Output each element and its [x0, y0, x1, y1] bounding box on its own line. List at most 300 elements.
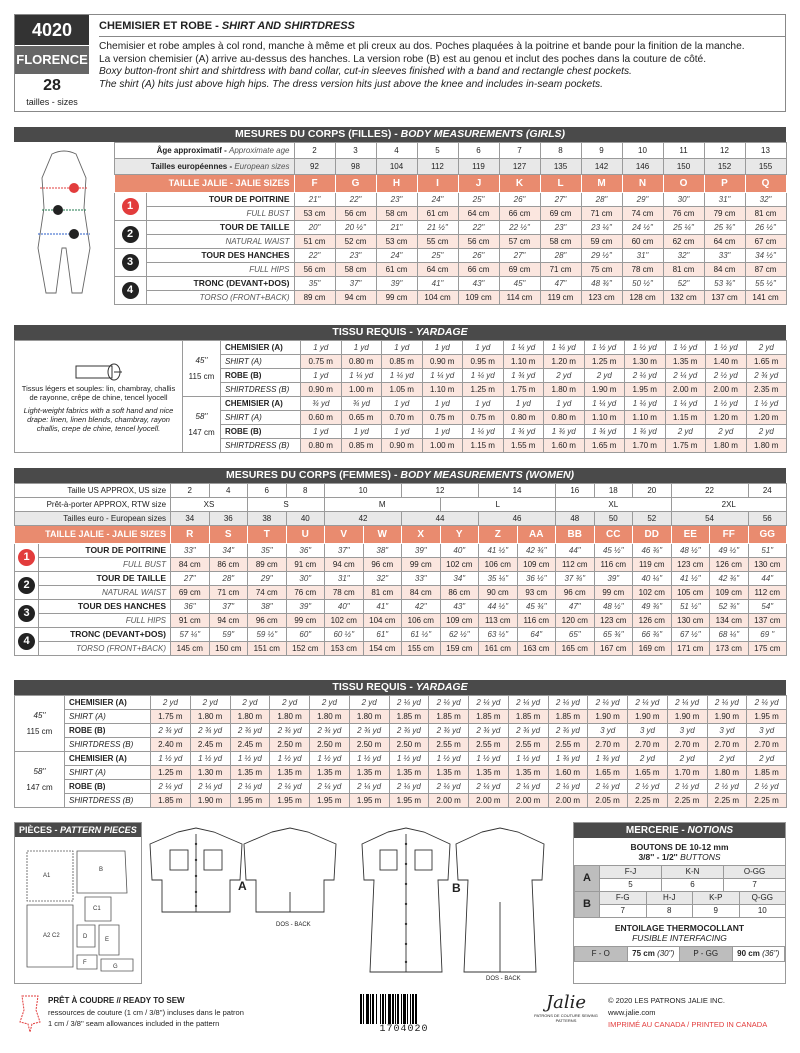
- measure-label-en: FULL HIPS: [39, 614, 171, 628]
- cm-cell: 96 cm: [556, 586, 595, 600]
- meter-cell: 2.25 m: [707, 794, 747, 808]
- us-size: 10: [325, 484, 402, 498]
- meter-cell: 0.95 m: [463, 355, 504, 369]
- meter-cell: 1.90 m: [628, 710, 668, 724]
- cm-cell: 161 cm: [479, 642, 518, 656]
- yard-cell: 2 ¼ yd: [548, 696, 588, 710]
- inch-cell: 64": [517, 628, 556, 642]
- inch-cell: 41 ½": [671, 572, 710, 586]
- title-en: SHIRT AND SHIRTDRESS: [221, 20, 355, 32]
- inch-cell: 43": [440, 600, 479, 614]
- meter-cell: 1.90 m: [707, 710, 747, 724]
- yard-cell: 2 ½ yd: [706, 369, 747, 383]
- meter-cell: 2.70 m: [707, 738, 747, 752]
- inch-cell: 24": [417, 193, 458, 207]
- meter-cell: 2.00 m: [706, 383, 747, 397]
- euro-cell: 46: [479, 512, 556, 526]
- inch-cell: 32": [663, 249, 704, 263]
- cm-cell: 59 cm: [581, 235, 622, 249]
- meter-cell: 2.50 m: [270, 738, 310, 752]
- cm-cell: 171 cm: [671, 642, 710, 656]
- cm-cell: 126 cm: [633, 614, 672, 628]
- inch-cell: 28": [209, 572, 248, 586]
- euro-cell: 36: [209, 512, 248, 526]
- yard-label: ROBE (B): [221, 369, 301, 383]
- meter-cell: 1.70 m: [667, 766, 707, 780]
- euro-cell: 38: [248, 512, 287, 526]
- euro-cell: 150: [663, 159, 704, 175]
- women-yardage: [14, 680, 786, 808]
- inch-cell: 30": [286, 572, 325, 586]
- inch-cell: 37": [209, 600, 248, 614]
- girls-yardage-table: [14, 340, 787, 453]
- website-link[interactable]: www.jalie.com: [608, 1008, 656, 1017]
- age-cell: 3: [335, 143, 376, 159]
- meter-cell: 1.40 m: [706, 355, 747, 369]
- yard-cell: 1 ¼ yd: [463, 369, 504, 383]
- inch-cell: 33": [704, 249, 745, 263]
- rtw-size: S: [248, 498, 325, 512]
- meter-cell: 0.70 m: [382, 411, 423, 425]
- euro-label: Tailles euro - European sizes: [15, 512, 171, 526]
- cm-cell: 87 cm: [745, 263, 786, 277]
- cm-cell: 94 cm: [335, 291, 376, 305]
- meter-cell: 1.80 m: [706, 439, 747, 453]
- inch-cell: 22": [335, 193, 376, 207]
- jalie-size: K: [499, 175, 540, 193]
- yard-cell: 2 yd: [310, 696, 350, 710]
- yard-cell: 2 yd: [349, 696, 389, 710]
- age-cell: 7: [499, 143, 540, 159]
- cm-cell: 109 cm: [710, 586, 749, 600]
- cm-cell: 71 cm: [581, 207, 622, 221]
- inch-cell: 65 ¾": [594, 628, 633, 642]
- cm-cell: 91 cm: [171, 614, 210, 628]
- cm-cell: 62 cm: [663, 235, 704, 249]
- meter-cell: 1.10 m: [584, 411, 625, 425]
- yard-cell: 1 ¼ yd: [503, 341, 544, 355]
- yard-cell: 1 ½ yd: [151, 752, 191, 766]
- euro-cell: 44: [402, 512, 479, 526]
- measure-label: TOUR DE POITRINE: [146, 193, 294, 207]
- yard-cell: 1 yd: [503, 397, 544, 411]
- cm-cell: 99 cm: [286, 614, 325, 628]
- yard-cell: 1 ½ yd: [746, 397, 787, 411]
- fabric-fr: Tissus légers et souples: lin, chambray, challis de rayonne, crêpe de chine, tencel lyocell: [21, 384, 176, 402]
- inch-cell: 55 ½": [745, 277, 786, 291]
- women-table: [14, 483, 787, 656]
- inch-cell: 44 ½": [479, 600, 518, 614]
- euro-cell: 152: [704, 159, 745, 175]
- fabric-info: [15, 341, 183, 453]
- euro-cell: 146: [622, 159, 663, 175]
- inch-cell: 35": [294, 277, 335, 291]
- inch-cell: 39": [402, 544, 441, 558]
- yard-cell: 2 ¾ yd: [310, 724, 350, 738]
- meter-cell: 1.30 m: [625, 355, 666, 369]
- measure-label: TOUR DE TAILLE: [146, 221, 294, 235]
- interf-size: F - O: [575, 947, 628, 962]
- inch-cell: 39": [286, 600, 325, 614]
- meter-cell: 1.10 m: [625, 411, 666, 425]
- cm-cell: 105 cm: [671, 586, 710, 600]
- inch-cell: 61 ½": [402, 628, 441, 642]
- yard-cell: 1 ¾ yd: [544, 425, 585, 439]
- inch-cell: 62 ½": [440, 628, 479, 642]
- cm-cell: 67 cm: [745, 235, 786, 249]
- inch-cell: 65": [556, 628, 595, 642]
- inch-cell: 37": [325, 544, 364, 558]
- cm-cell: 96 cm: [248, 614, 287, 628]
- inch-cell: 31": [325, 572, 364, 586]
- meter-cell: 0.90 m: [422, 355, 463, 369]
- jalie-size: DD: [633, 526, 672, 544]
- inch-cell: 34": [440, 572, 479, 586]
- inch-cell: 40 ¼": [633, 572, 672, 586]
- women-measurements: [14, 468, 786, 656]
- cm-cell: 167 cm: [594, 642, 633, 656]
- measure-label: TRONC (DEVANT+DOS): [146, 277, 294, 291]
- yard-cell: 2 yd: [628, 752, 668, 766]
- inch-cell: 32": [363, 572, 402, 586]
- inch-cell: 20": [294, 221, 335, 235]
- meter-cell: 2.35 m: [746, 383, 787, 397]
- pattern-code: 4020: [15, 15, 89, 45]
- inch-cell: 63 ½": [479, 628, 518, 642]
- yard-cell: 2 ¾ yd: [508, 724, 548, 738]
- meter-cell: 2.50 m: [389, 738, 429, 752]
- jalie-size: N: [622, 175, 663, 193]
- meter-cell: 2.45 m: [230, 738, 270, 752]
- meter-cell: 0.80 m: [503, 411, 544, 425]
- yard-cell: 2 yd: [151, 696, 191, 710]
- inch-cell: 33": [402, 572, 441, 586]
- desc-fr-2: La version chemisier (A) arrive au-dessus des hanches. La version robe (B) est au genou et inclut des poches dans la couture de côté.: [99, 53, 707, 65]
- girls-figure: [14, 143, 114, 305]
- yard-cell: 1 yd: [341, 425, 382, 439]
- yard-cell: 1 ½ yd: [706, 341, 747, 355]
- yard-cell: 2 ¼ yd: [389, 780, 429, 794]
- age-cell: 8: [540, 143, 581, 159]
- euro-cell: 48: [556, 512, 595, 526]
- cm-cell: 75 cm: [581, 263, 622, 277]
- yard-cell: 1 ½ yd: [469, 752, 509, 766]
- cm-cell: 89 cm: [248, 558, 287, 572]
- us-size: 22: [671, 484, 748, 498]
- age-cell: 10: [622, 143, 663, 159]
- meter-cell: 1.20 m: [706, 411, 747, 425]
- inch-cell: 41 ½": [479, 544, 518, 558]
- meter-cell: 1.00 m: [422, 439, 463, 453]
- meter-cell: 0.80 m: [341, 355, 382, 369]
- cm-cell: 126 cm: [710, 558, 749, 572]
- euro-cell: 56: [748, 512, 787, 526]
- girls-section-title: MESURES DU CORPS (FILLES) - BODY MEASUREMENTS (GIRLS): [14, 127, 786, 142]
- meter-cell: 1.25 m: [463, 383, 504, 397]
- age-cell: 4: [376, 143, 417, 159]
- inch-cell: 52 ¾": [710, 600, 749, 614]
- yard-cell: 2 ¼ yd: [151, 780, 191, 794]
- age-cell: 9: [581, 143, 622, 159]
- cm-cell: 81 cm: [363, 586, 402, 600]
- cm-cell: 86 cm: [440, 586, 479, 600]
- euro-cell: 52: [633, 512, 672, 526]
- meter-cell: 0.75 m: [422, 411, 463, 425]
- cm-cell: 94 cm: [325, 558, 364, 572]
- inch-cell: 39": [376, 277, 417, 291]
- meter-cell: 0.85 m: [341, 439, 382, 453]
- footer: [14, 992, 786, 1042]
- meter-cell: 2.25 m: [667, 794, 707, 808]
- cm-cell: 64 cm: [417, 263, 458, 277]
- meter-cell: 1.80 m: [230, 710, 270, 724]
- cm-cell: 94 cm: [209, 614, 248, 628]
- euro-cell: 142: [581, 159, 622, 175]
- yard-cell: 1 yd: [463, 397, 504, 411]
- jalie-size: S: [209, 526, 248, 544]
- yard-cell: 2 ¼ yd: [469, 780, 509, 794]
- garment-drawings: [144, 822, 564, 984]
- meter-cell: 2.70 m: [588, 738, 628, 752]
- pattern-pieces-layout: [15, 837, 141, 983]
- inch-cell: 52": [663, 277, 704, 291]
- meter-cell: 2.00 m: [508, 794, 548, 808]
- jalie-size: V: [325, 526, 364, 544]
- yard-cell: 1 ½ yd: [508, 752, 548, 766]
- yard-cell: 1 ¾ yd: [503, 425, 544, 439]
- meter-cell: 2.70 m: [747, 738, 787, 752]
- meter-cell: 1.65 m: [628, 766, 668, 780]
- piece-label: F: [83, 960, 87, 966]
- cm-cell: 57 cm: [499, 235, 540, 249]
- inch-cell: 51 ½": [671, 600, 710, 614]
- cm-cell: 106 cm: [402, 614, 441, 628]
- yard-cell: 2 ¾ yd: [389, 724, 429, 738]
- sizes-count: 28: [43, 77, 61, 94]
- yard-cell: 1 ½ yd: [230, 752, 270, 766]
- yard-cell: 3 yd: [747, 724, 787, 738]
- measure-badge: 1: [18, 549, 35, 566]
- yard-cell: 2 ¾ yd: [230, 724, 270, 738]
- interfacing-label: ENTOILAGE THERMOCOLLANT: [614, 923, 745, 933]
- copyright: © 2020 LES PATRONS JALIE INC.: [608, 996, 725, 1005]
- girls-yardage-title: TISSU REQUIS - YARDAGE: [14, 325, 786, 340]
- jalie-size: Z: [479, 526, 518, 544]
- yard-label-en: SHIRT (A): [65, 710, 151, 724]
- yard-cell: 2 yd: [584, 369, 625, 383]
- yard-cell: 1 ¼ yd: [584, 397, 625, 411]
- measure-number: [15, 544, 39, 572]
- cm-cell: 53 cm: [376, 235, 417, 249]
- meter-cell: 1.80 m: [349, 710, 389, 724]
- printed-in-canada: IMPRIMÉ AU CANADA / PRINTED IN CANADA: [608, 1020, 768, 1029]
- measure-badge: 1: [122, 198, 139, 215]
- yard-cell: 2 ¼ yd: [508, 696, 548, 710]
- inch-cell: 23": [376, 193, 417, 207]
- meter-cell: 2.25 m: [628, 794, 668, 808]
- cm-cell: 84 cm: [704, 263, 745, 277]
- desc-en-1: Boxy button-front shirt and shirtdress with band collar, cut-in sleeves finished with a band and rectangle chest pockets.: [99, 66, 632, 77]
- cm-cell: 123 cm: [671, 558, 710, 572]
- yard-cell: 1 yd: [463, 341, 504, 355]
- inch-cell: 27": [540, 193, 581, 207]
- inch-cell: 26": [499, 193, 540, 207]
- cm-cell: 104 cm: [363, 614, 402, 628]
- meter-cell: 1.90 m: [190, 794, 230, 808]
- women-section-title: MESURES DU CORPS (FEMMES) - BODY MEASUREMENTS (WOMEN): [14, 468, 786, 483]
- yard-cell: 1 ½ yd: [429, 752, 469, 766]
- meter-cell: 1.60 m: [544, 439, 585, 453]
- inch-cell: 60 ½": [325, 628, 364, 642]
- inch-cell: 39": [594, 572, 633, 586]
- inch-cell: 41": [417, 277, 458, 291]
- inch-cell: 48 ½": [671, 544, 710, 558]
- meter-cell: 1.35 m: [429, 766, 469, 780]
- cm-cell: 64 cm: [458, 207, 499, 221]
- meter-cell: 1.15 m: [463, 439, 504, 453]
- meter-cell: 2.00 m: [429, 794, 469, 808]
- cm-cell: 99 cm: [376, 291, 417, 305]
- cm-cell: 163 cm: [517, 642, 556, 656]
- yard-cell: 2 ¼ yd: [230, 780, 270, 794]
- yard-label-en: SHIRT (A): [221, 355, 301, 369]
- inch-cell: 51": [748, 544, 787, 558]
- fabric-width: 58'' 147 cm: [183, 397, 221, 453]
- cm-cell: 102 cm: [440, 558, 479, 572]
- meter-cell: 2.05 m: [588, 794, 628, 808]
- cm-cell: 152 cm: [286, 642, 325, 656]
- euro-cell: 104: [376, 159, 417, 175]
- measure-label-en: FULL BUST: [146, 207, 294, 221]
- inch-cell: 34 ½": [745, 249, 786, 263]
- back-label: DOS - BACK: [486, 976, 521, 982]
- yard-cell: 1 yd: [341, 341, 382, 355]
- inch-cell: 32": [745, 193, 786, 207]
- cm-cell: 169 cm: [633, 642, 672, 656]
- inch-cell: 48 ½": [594, 600, 633, 614]
- yard-cell: 2 yd: [190, 696, 230, 710]
- cm-cell: 76 cm: [286, 586, 325, 600]
- yard-cell: 1 yd: [382, 425, 423, 439]
- desc-fr-1: Chemisier et robe amples à col rond, manche à même et pli creux au dos. Poches plaquées à la poitrine et bande pour la finition de la manche.: [99, 41, 745, 52]
- cm-cell: 155 cm: [402, 642, 441, 656]
- meter-cell: 1.90 m: [584, 383, 625, 397]
- meter-cell: 1.85 m: [548, 710, 588, 724]
- yard-cell: 1 yd: [422, 425, 463, 439]
- buttons-label: BOUTONS DE 10-12 mm: [630, 842, 729, 852]
- buttons-table: [574, 865, 786, 918]
- inch-cell: 54": [748, 600, 787, 614]
- description: [99, 41, 785, 91]
- cm-cell: 113 cm: [479, 614, 518, 628]
- girls-yardage: [14, 325, 786, 453]
- inch-cell: 35": [248, 544, 287, 558]
- yard-cell: ¾ yd: [341, 397, 382, 411]
- measure-label: TOUR DES HANCHES: [146, 249, 294, 263]
- view-b-label: B: [452, 881, 461, 895]
- yard-cell: 1 yd: [301, 425, 342, 439]
- cm-cell: 61 cm: [376, 263, 417, 277]
- meter-cell: 1.85 m: [469, 710, 509, 724]
- meter-cell: 1.65 m: [588, 766, 628, 780]
- measure-label: TOUR DES HANCHES: [39, 600, 171, 614]
- jalie-size: CC: [594, 526, 633, 544]
- euro-cell: 42: [325, 512, 402, 526]
- yard-cell: 2 ¼ yd: [429, 696, 469, 710]
- cm-cell: 134 cm: [710, 614, 749, 628]
- meter-cell: 2.70 m: [628, 738, 668, 752]
- meter-cell: 1.20 m: [544, 355, 585, 369]
- yard-cell: 2 ¼ yd: [270, 780, 310, 794]
- inch-cell: 28": [540, 249, 581, 263]
- us-size: 8: [286, 484, 325, 498]
- title-fr: CHEMISIER ET ROBE -: [99, 20, 222, 32]
- fabric-width: 45'' 115 cm: [183, 341, 221, 397]
- yard-cell: 1 yd: [301, 369, 342, 383]
- cm-cell: 91 cm: [286, 558, 325, 572]
- inch-cell: 21": [294, 193, 335, 207]
- meter-cell: 1.35 m: [230, 766, 270, 780]
- cm-cell: 145 cm: [171, 642, 210, 656]
- cm-cell: 137 cm: [704, 291, 745, 305]
- button-count: 7: [724, 879, 786, 892]
- jalie-size: AA: [517, 526, 556, 544]
- meter-cell: 1.05 m: [382, 383, 423, 397]
- cm-cell: 109 cm: [517, 558, 556, 572]
- measure-number: [114, 193, 146, 221]
- garment-views: [144, 822, 564, 984]
- meter-cell: 1.80 m: [190, 710, 230, 724]
- inch-cell: 40": [325, 600, 364, 614]
- cm-cell: 173 cm: [710, 642, 749, 656]
- jalie-size: I: [417, 175, 458, 193]
- cm-cell: 69 cm: [499, 263, 540, 277]
- seam-allowance-fr: ressources de couture (1 cm / 3/8'') incluses dans le patron: [48, 1008, 244, 1017]
- back-label: DOS - BACK: [276, 922, 311, 928]
- cm-cell: 76 cm: [663, 207, 704, 221]
- meter-cell: 2.50 m: [310, 738, 350, 752]
- yard-cell: 2 ¼ yd: [429, 780, 469, 794]
- cm-cell: 119 cm: [540, 291, 581, 305]
- yard-cell: 2 ½ yd: [707, 780, 747, 794]
- meter-cell: 1.35 m: [270, 766, 310, 780]
- meter-cell: 1.95 m: [389, 794, 429, 808]
- piece-label: A2 C2: [43, 933, 60, 939]
- measure-label: TOUR DE POITRINE: [39, 544, 171, 558]
- cm-cell: 64 cm: [704, 235, 745, 249]
- yard-cell: 3 yd: [667, 724, 707, 738]
- interf-value: 90 cm (36''): [732, 947, 785, 962]
- measure-label: TOUR DE TAILLE: [39, 572, 171, 586]
- euro-cell: 40: [286, 512, 325, 526]
- inch-cell: 22": [458, 221, 499, 235]
- cm-cell: 165 cm: [556, 642, 595, 656]
- meter-cell: 2.55 m: [469, 738, 509, 752]
- inch-cell: 67 ½": [671, 628, 710, 642]
- yard-cell: 1 ¾ yd: [584, 425, 625, 439]
- meter-cell: 1.60 m: [548, 766, 588, 780]
- yard-cell: 1 ½ yd: [349, 752, 389, 766]
- measure-badge: 3: [18, 605, 35, 622]
- button-count: 10: [739, 905, 786, 918]
- jalie-size: Y: [440, 526, 479, 544]
- yard-label-en: SHIRT (A): [221, 411, 301, 425]
- inch-cell: 60": [286, 628, 325, 642]
- cm-cell: 56 cm: [294, 263, 335, 277]
- yard-cell: 2 ¾ yd: [349, 724, 389, 738]
- meter-cell: 1.35 m: [349, 766, 389, 780]
- yard-cell: 2 ¼ yd: [389, 696, 429, 710]
